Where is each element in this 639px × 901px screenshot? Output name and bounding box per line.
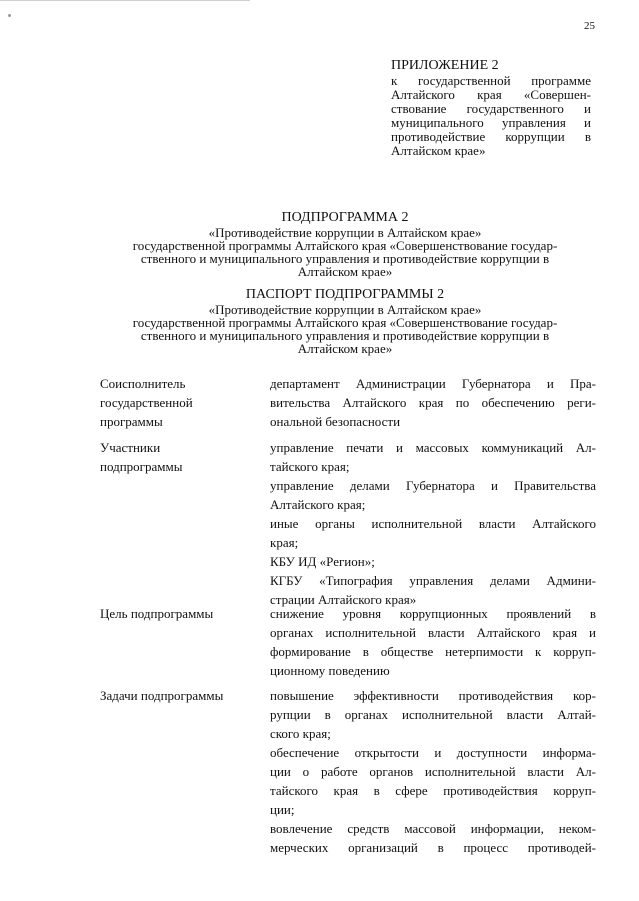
value-line: края; <box>270 535 299 550</box>
value-line: мерческих организаций в процесс противодей- <box>270 840 596 855</box>
appendix-header <box>391 58 591 158</box>
row-value <box>270 438 596 609</box>
row-label <box>100 686 260 705</box>
value-line: иные органы исполнительной власти Алтайского <box>270 516 596 531</box>
appendix-line: ствование государственного и <box>391 101 591 116</box>
subprogram-line: ственного и муниципального управления и противодействие коррупции в <box>140 251 550 266</box>
value-line: тайского края в сфере противодействия корруп- <box>270 783 596 798</box>
label-line: программы <box>100 414 163 429</box>
subprogram-line: государственной программы Алтайского края «Совершенствование государ- <box>132 238 558 253</box>
value-line: ции; <box>270 802 295 817</box>
value-line: обеспечение открытости и доступности информа- <box>270 745 596 760</box>
row-label <box>100 374 260 431</box>
value-line: ционному поведению <box>270 663 390 678</box>
value-line: управление печати и массовых коммуникаций Ал- <box>270 440 596 455</box>
value-line: вительства Алтайского края по обеспечению реги- <box>270 395 596 410</box>
passport-line: государственной программы Алтайского края «Совершенствование государ- <box>132 315 558 330</box>
value-line: органах исполнительной власти Алтайского края и <box>270 625 596 640</box>
row-value <box>270 374 596 431</box>
value-line: формирование в обществе нетерпимости к корруп- <box>270 644 596 659</box>
appendix-title: ПРИЛОЖЕНИЕ 2 <box>391 58 499 73</box>
value-line: департамент Администрации Губернатора и Пра- <box>270 376 596 391</box>
value-line: тайского края; <box>270 459 350 474</box>
label-line: Участники <box>100 440 161 455</box>
row-value <box>270 686 596 857</box>
label-line: Соисполнитель <box>100 376 186 391</box>
value-line: повышение эффективности противодействия кор- <box>270 688 596 703</box>
passport-line: «Противодействие коррупции в Алтайском крае» <box>208 302 482 317</box>
value-line: КГБУ «Типография управления делами Админи- <box>270 573 596 588</box>
appendix-line: муниципального управления и <box>391 115 591 130</box>
value-line: ональной безопасности <box>270 414 401 429</box>
value-line: ции о работе органов исполнительной власти Ал- <box>270 764 596 779</box>
subprogram-heading <box>95 210 595 278</box>
appendix-line: к государственной программе <box>391 73 591 88</box>
label-line: государственной <box>100 395 193 410</box>
row-label <box>100 604 260 623</box>
subprogram-line: «Противодействие коррупции в Алтайском крае» <box>208 225 482 240</box>
subprogram-title: ПОДПРОГРАММА 2 <box>281 210 409 225</box>
scan-edge-line <box>0 0 250 1</box>
row-label <box>100 438 260 476</box>
value-line: управление делами Губернатора и Правительства <box>270 478 596 493</box>
passport-title: ПАСПОРТ ПОДПРОГРАММЫ 2 <box>245 287 445 302</box>
value-line: страции Алтайского края» <box>270 592 417 607</box>
appendix-line: Алтайском крае» <box>391 143 486 158</box>
value-line: ского края; <box>270 726 331 741</box>
appendix-line: противодействие коррупции в <box>391 129 591 144</box>
passport-heading <box>95 287 595 355</box>
passport-line: Алтайском крае» <box>297 341 393 356</box>
appendix-line: Алтайского края «Совершен- <box>391 87 591 102</box>
subprogram-line: Алтайском крае» <box>297 264 393 279</box>
value-line: вовлечение средств массовой информации, неком- <box>270 821 596 836</box>
label-line: Цель подпрограммы <box>100 606 214 621</box>
value-line: КБУ ИД «Регион»; <box>270 554 375 569</box>
scan-speck <box>8 14 11 17</box>
label-line: Задачи подпрограммы <box>100 688 224 703</box>
value-line: рупции в органах исполнительной власти Алтай- <box>270 707 596 722</box>
passport-line: ственного и муниципального управления и противодействие коррупции в <box>140 328 550 343</box>
row-value <box>270 604 596 680</box>
page-number: 25 <box>584 20 595 32</box>
value-line: снижение уровня коррупционных проявлений в <box>270 606 596 621</box>
label-line: подпрограммы <box>100 459 183 474</box>
value-line: Алтайского края; <box>270 497 366 512</box>
